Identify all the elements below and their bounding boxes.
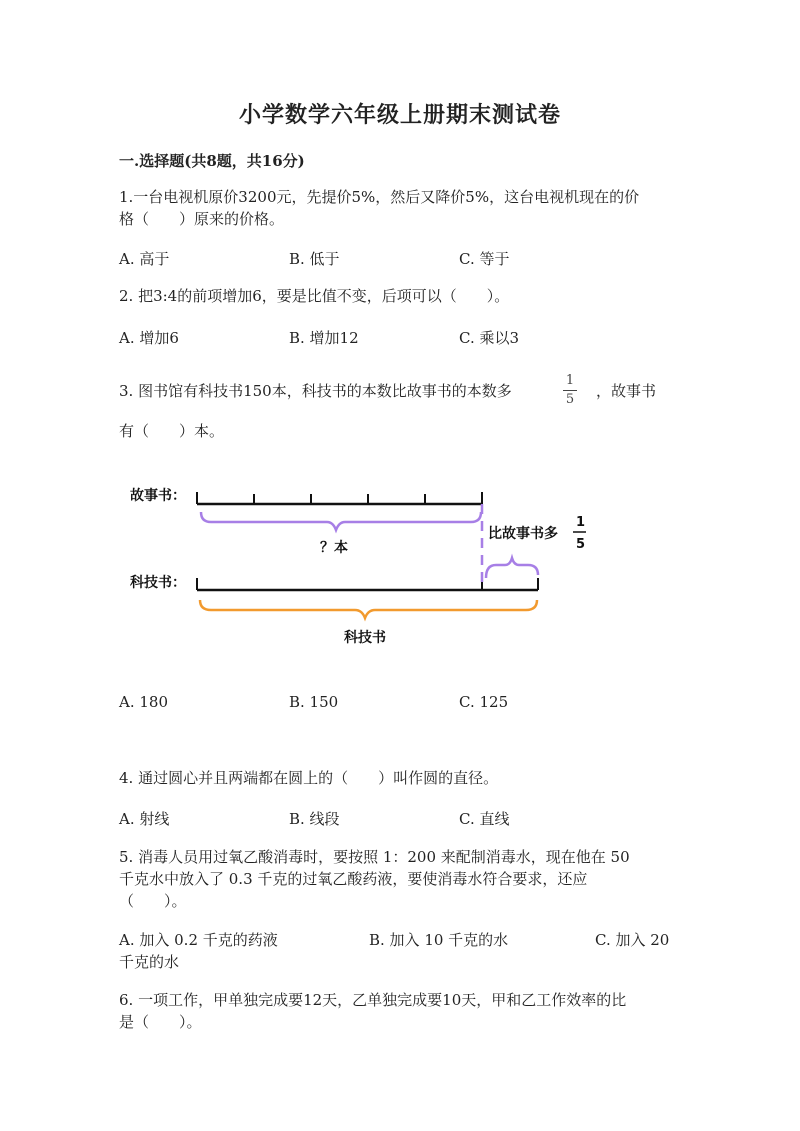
question-1-option-c[interactable]: C. 等于 [459,250,510,268]
tech-books-label: 科技书： [130,575,186,591]
question-5-option-b[interactable]: B. 加入 10 千克的水 [369,931,509,949]
question-4-option-a[interactable]: A. 射线 [119,810,170,828]
unknown-books-label: ？本 [320,540,348,556]
tech-books-brace-label: 科技书 [344,630,386,646]
question-5-line-3: （ ）。 [119,892,187,910]
tech-books-brace [200,600,537,618]
fraction-numerator: 1 [565,373,575,388]
question-3-option-b[interactable]: B. 150 [289,693,339,711]
question-5-option-c[interactable]: C. 加入 20 [595,931,670,949]
fraction-denominator: 5 [565,392,575,407]
question-6-line-2: 是（ ）。 [119,1013,202,1031]
question-2-option-a[interactable]: A. 增加6 [119,329,179,347]
more-than-label: 比故事书多 [488,526,558,542]
question-5-option-c-continued: 千克的水 [119,953,180,971]
question-1-line-2: 格（ ）原来的价格。 [119,210,285,228]
more-fraction-denominator: 5 [576,537,586,552]
question-5-line-1: 5. 消毒人员用过氧乙酸消毒时，要按照 1：200 来配制消毒水，现在他在 50 [119,848,630,866]
question-2-option-b[interactable]: B. 增加12 [289,329,359,347]
page-title: 小学数学六年级上册期末测试卷 [238,102,561,128]
section-heading: 一.选择题(共8题，共16分) [119,152,305,170]
question-5-option-a[interactable]: A. 加入 0.2 千克的药液 [119,931,278,949]
story-books-ticks [197,492,482,504]
question-2-line-1: 2. 把3:4的前项增加6，要是比值不变，后项可以（ ）。 [119,287,510,305]
question-3-fraction [560,373,580,408]
question-6-line-1: 6. 一项工作，甲单独完成要12天，乙单独完成要10天，甲和乙工作效率的比 [119,991,627,1009]
question-4-option-b[interactable]: B. 线段 [289,810,340,828]
question-2-option-c[interactable]: C. 乘以3 [459,329,520,347]
question-1-option-b[interactable]: B. 低于 [289,250,340,268]
question-3-line-1: 3. 图书馆有科技书150本，科技书的本数比故事书的本数多 [119,382,512,400]
story-books-label: 故事书： [130,488,186,504]
question-3-option-a[interactable]: A. 180 [119,693,168,711]
story-books-brace [201,512,481,530]
question-3-line-2: 有（ ）本。 [119,422,225,440]
question-4-line-1: 4. 通过圆心并且两端都在圆上的（ ）叫作圆的直径。 [119,769,499,787]
extra-part-brace [486,558,538,578]
question-5-line-2: 千克水中放入了 0.3 千克的过氧乙酸药液，要使消毒水符合要求，还应 [119,870,588,888]
question-3-line-1-end: ，故事书 [596,382,657,400]
tech-books-ticks [197,578,538,590]
question-1-line-1: 1.一台电视机原价3200元，先提价5%，然后又降价5%，这台电视机现在的价 [119,188,640,206]
more-fraction-numerator: 1 [576,515,586,530]
question-1-option-a[interactable]: A. 高于 [119,250,170,268]
fraction-bar [563,390,577,391]
question-4-option-c[interactable]: C. 直线 [459,810,510,828]
line-segment-diagram [100,470,600,660]
question-3-option-c[interactable]: C. 125 [459,693,509,711]
